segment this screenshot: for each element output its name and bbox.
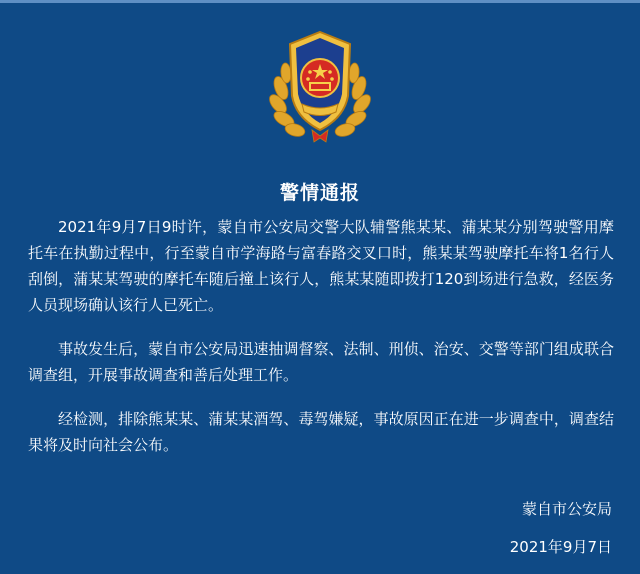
issue-date: 2021年9月7日 xyxy=(509,538,612,556)
paragraph-response: 事故发生后，蒙自市公安局迅速抽调督察、法制、刑侦、治安、交警等部门组成联合调查组，开展事故调查和善后处理工作。 xyxy=(28,340,614,384)
top-border xyxy=(0,0,640,3)
notice-body xyxy=(28,214,614,476)
paragraph-testing: 经检测，排除熊某某、蒲某某酒驾、毒驾嫌疑，事故原因正在进一步调查中，调查结果将及时向社会公布。 xyxy=(28,410,614,454)
police-emblem-icon xyxy=(264,26,376,148)
notice-title: 警情通报 xyxy=(279,182,360,204)
paragraph-incident: 2021年9月7日9时许，蒙自市公安局交警大队辅警熊某某、蒲某某分别驾驶警用摩托车在执勤过程中，行至蒙自市学海路与富春路交叉口时，熊某某驾驶摩托车将1名行人刮倒，蒲某某驾驶的摩托车随后撞上该行人，熊某某随即拨打120到场进行急救，经医务人员现场确认该行人已死亡。 xyxy=(28,218,614,314)
issuer-signature: 蒙自市公安局 xyxy=(521,500,612,518)
